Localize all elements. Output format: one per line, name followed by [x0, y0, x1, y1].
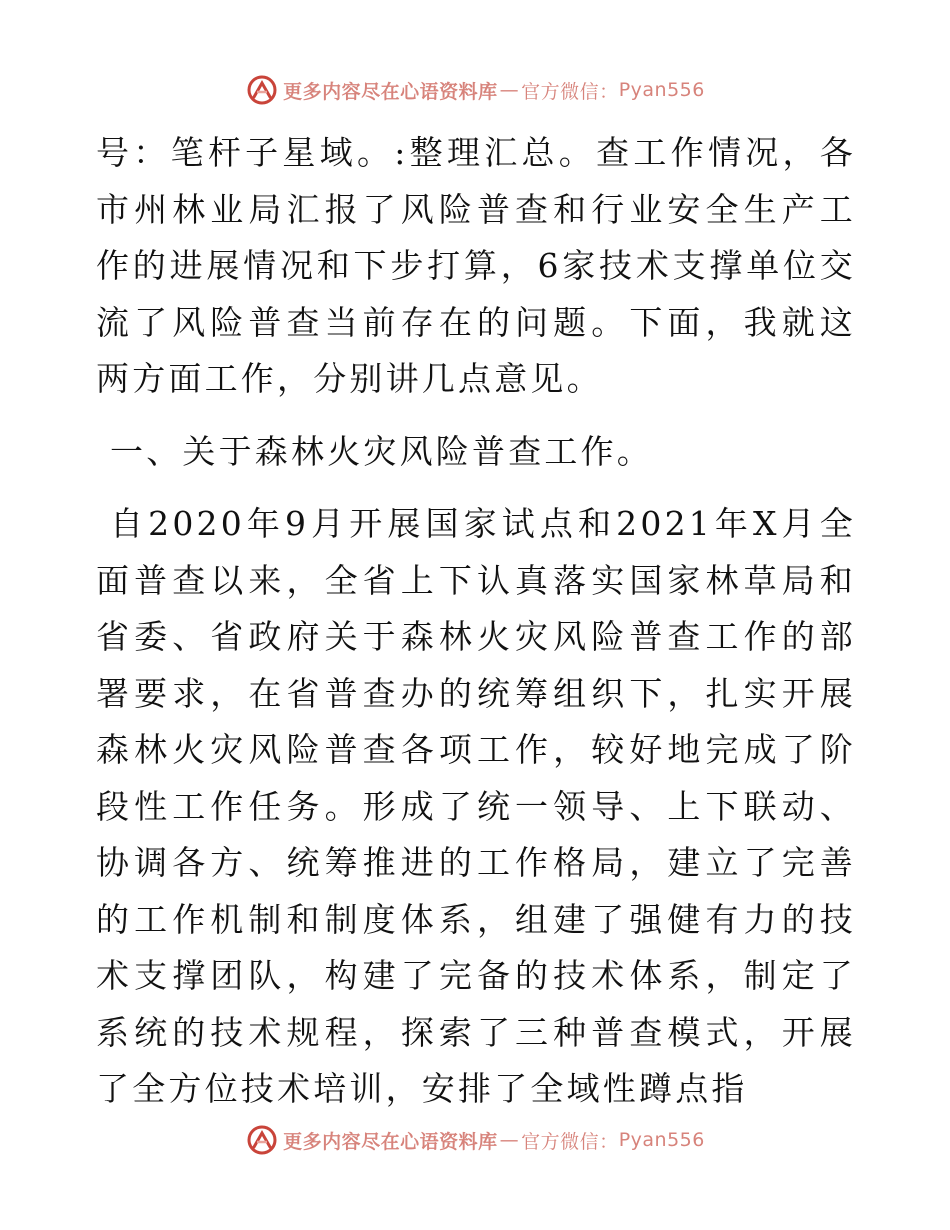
ribbon-logo-icon [245, 73, 279, 107]
document-body [96, 125, 856, 1118]
ribbon-logo-icon [245, 1123, 279, 1157]
watermark-wechat-id: Pyan556 [618, 79, 705, 101]
watermark-wechat-id: Pyan556 [618, 1129, 705, 1151]
watermark-main-text: 更多内容尽在心语资料库 [283, 80, 498, 103]
watermark-main-text: 更多内容尽在心语资料库 [283, 1130, 498, 1153]
footer-watermark [0, 1120, 950, 1160]
header-watermark [0, 70, 950, 110]
section-heading-1: 一、关于森林火灾风险普查工作。 [110, 431, 653, 471]
watermark-label: 官方微信： [521, 1130, 619, 1153]
watermark-label: 官方微信： [521, 80, 619, 103]
watermark-dash: — [499, 79, 520, 101]
body-paragraph-2: 自2020年9月开展国家试点和2021年X月全面普查以来，全省上下认真落实国家林草局和省委、省政府关于森林火灾风险普查工作的部署要求，在省普查办的统筹组织下，扎实开展森林火灾风险普查各项工作，较好地完成了阶段性工作任务。形成了统一领导、上下联动、协调各方、统筹推进的工作格局，建立了完善的工作机制和制度体系，组建了强健有力的技术支撑团队，构建了完备的技术体系，制定了系统的技术规程，探索了三种普查模式，开展了全方位技术培训，安排了全域性蹲点指 [96, 504, 856, 1108]
body-paragraph-1: 号：笔杆子星域。:整理汇总。查工作情况，各市州林业局汇报了风险普查和行业安全生产工作的进展情况和下步打算，6家技术支撑单位交流了风险普查当前存在的问题。下面，我就这两方面工作，分别讲几点意见。 [96, 133, 856, 398]
watermark-dash: — [499, 1129, 520, 1151]
